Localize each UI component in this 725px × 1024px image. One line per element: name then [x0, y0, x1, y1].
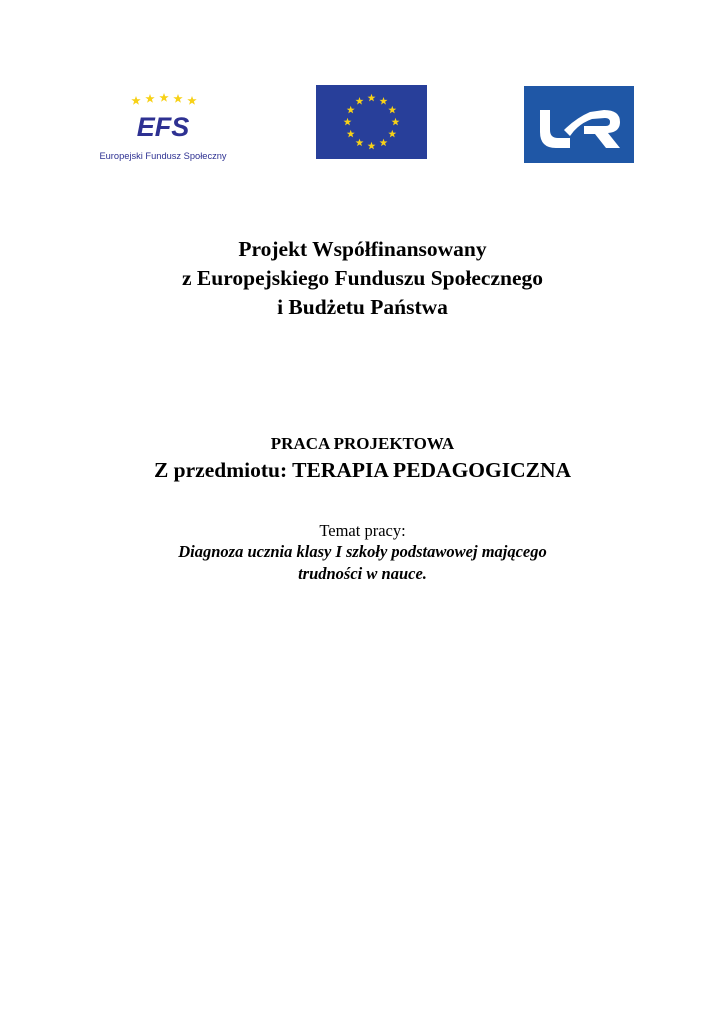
- university-logo: [524, 86, 634, 163]
- project-title: [0, 235, 725, 322]
- university-logo-icon: [524, 86, 634, 163]
- efs-logo: [96, 84, 230, 164]
- efs-mark: EFS: [136, 112, 190, 142]
- work-type: PRACA PROJEKTOWA: [270, 434, 455, 453]
- project-title-line-3: i Budżetu Państwa: [277, 295, 448, 319]
- project-title-line-1: Projekt Współfinansowany: [238, 237, 487, 261]
- eu-flag-logo: [316, 85, 427, 159]
- subject-heading: Z przedmiotu: TERAPIA PEDAGOGICZNA: [153, 458, 572, 482]
- project-title-line-2: z Europejskiego Funduszu Społecznego: [182, 266, 543, 290]
- topic-line-1: Diagnoza ucznia klasy I szkoły podstawowej mającego: [178, 542, 547, 561]
- topic-title: [0, 541, 725, 585]
- efs-logo-icon: [96, 84, 230, 164]
- topic-line-2: trudności w nauce.: [298, 564, 427, 583]
- topic-label: Temat pracy:: [319, 521, 406, 540]
- efs-caption: Europejski Fundusz Społeczny: [99, 151, 227, 161]
- eu-flag-icon: [316, 85, 427, 159]
